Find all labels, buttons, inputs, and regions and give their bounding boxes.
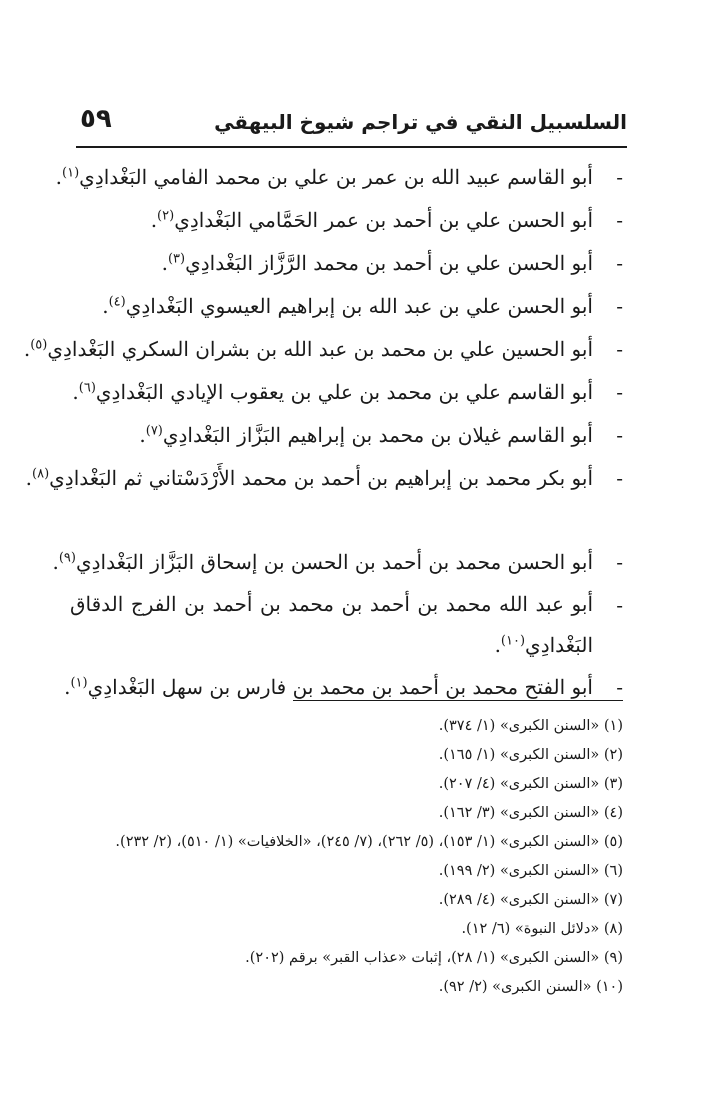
footnote-2: (٢) «السنن الكبرى» (١/ ١٦٥). [438,747,623,763]
entry-6 [70,371,623,414]
entry-name: أبو الحسن علي بن أحمد بن عمر الحَمَّامي البَغْدادِي [174,208,593,232]
entry-end: . [23,337,31,361]
entry-dash: - [616,593,623,617]
footnote-1: (١) «السنن الكبرى» (١/ ٣٧٤). [438,718,623,734]
entries-list [23,156,623,709]
footnote-10: (١٠) «السنن الكبرى» (٢/ ٩٢). [438,979,623,995]
entry-9 [52,541,623,584]
page-header [76,100,627,142]
footnote-ref: (١) [62,165,80,181]
footnote-5: (٥) «السنن الكبرى» (١/ ١٥٣)، (٥/ ٢٦٢)، (٧/ ٢٤٥)، «الخلافيات» (١/ ٥١٠)، (٢/ ٢٣٢). [115,834,623,850]
entry-end: . [150,208,158,232]
footnote-3: (٣) «السنن الكبرى» (٤/ ٢٠٧). [438,776,623,792]
entry-end: . [161,251,168,275]
entry-name: أبو القاسم عبيد الله بن عمر بن علي بن محمد الفامي البَغْدادِي [79,165,593,189]
footnote-ref: (٥) [30,337,48,353]
entry-2 [70,199,623,242]
entry-name: أبو الفتح محمد بن أحمد بن محمد بن فارس بن سهل البَغْدادِي [87,675,593,699]
entry-end: . [102,294,109,318]
entry-dash: - [616,337,623,361]
entry-end: . [139,423,146,447]
entry-8 [25,457,623,500]
entry-name: أبو عبد الله محمد بن أحمد بن محمد بن أحمد بن الفرج الدقاق البَغْدادِي [70,592,593,657]
footnote-ref: (١٠) [500,633,526,649]
entry-dash: - [616,466,623,490]
entry-dash: - [616,550,623,574]
entry-10 [70,584,623,666]
footnote-ref: (١) [70,675,88,691]
footnote-ref: (٩) [58,550,76,566]
entry-dash: - [616,675,623,699]
entry-name: أبو الحسن محمد بن أحمد بن الحسن بن إسحاق البَزَّاز البَغْدادِي [75,550,593,574]
entry-dash: - [616,423,623,447]
entry-name: أبو بكر محمد بن إبراهيم بن أحمد بن محمد الأَرْدَسْتاني ثم البَغْدادِي [49,466,593,490]
entry-dash: - [616,251,623,275]
entry-dash: - [616,208,623,232]
entry-11 [64,666,623,709]
running-title: السلسبيل النقي في تراجم شيوخ البيهقي [214,110,627,134]
header-rule [76,146,627,148]
entry-end: . [72,380,79,404]
entry-end: . [25,466,33,490]
entry-end: . [494,633,501,657]
footnote-8: (٨) «دلائل النبوة» (٦/ ١٢). [461,921,623,937]
entry-dash: - [616,294,623,318]
entry-dash: - [616,165,623,189]
entry-1 [55,156,623,199]
footnote-9: (٩) «السنن الكبرى» (١/ ٢٨)، إثبات «عذاب القبر» برقم (٢٠٢). [245,950,623,966]
footnote-4: (٤) «السنن الكبرى» (٣/ ١٦٢). [438,805,623,821]
entry-end: . [64,675,71,699]
footnote-6: (٦) «السنن الكبرى» (٢/ ١٩٩). [438,863,623,879]
footnote-separator [293,700,623,701]
footnote-ref: (٢) [157,208,175,224]
entry-dash: - [616,380,623,404]
entry-7 [70,414,623,457]
footnote-ref: (٧) [145,423,163,439]
footnote-ref: (٨) [32,466,50,482]
footnote-ref: (٤) [108,294,126,310]
entry-5 [23,328,623,371]
entry-4 [70,285,623,328]
page-number: ٥٩ [80,104,112,134]
entry-name: أبو القاسم غيلان بن محمد بن إبراهيم البَزَّاز البَغْدادِي [162,423,593,447]
entry-name: أبو القاسم علي بن محمد بن علي بن يعقوب الإيادي البَغْدادِي [95,380,593,404]
footnotes-list [76,712,623,1002]
footnote-7: (٧) «السنن الكبرى» (٤/ ٢٨٩). [438,892,623,908]
footnote-ref: (٣) [167,251,186,267]
entry-3 [70,242,623,285]
section-gap [70,500,623,541]
footnote-ref: (٦) [78,380,96,396]
entry-name: أبو الحسن علي بن عبد الله بن إبراهيم العيسوي البَغْدادِي [125,294,593,318]
entry-name: أبو الحسين علي بن محمد بن عبد الله بن بشران السكري البَغْدادِي [47,337,593,361]
entry-name: أبو الحسن علي بن أحمد بن محمد الرَّزَّاز البَغْدادِي [185,251,593,275]
entry-end: . [52,550,59,574]
entry-end: . [55,165,63,189]
